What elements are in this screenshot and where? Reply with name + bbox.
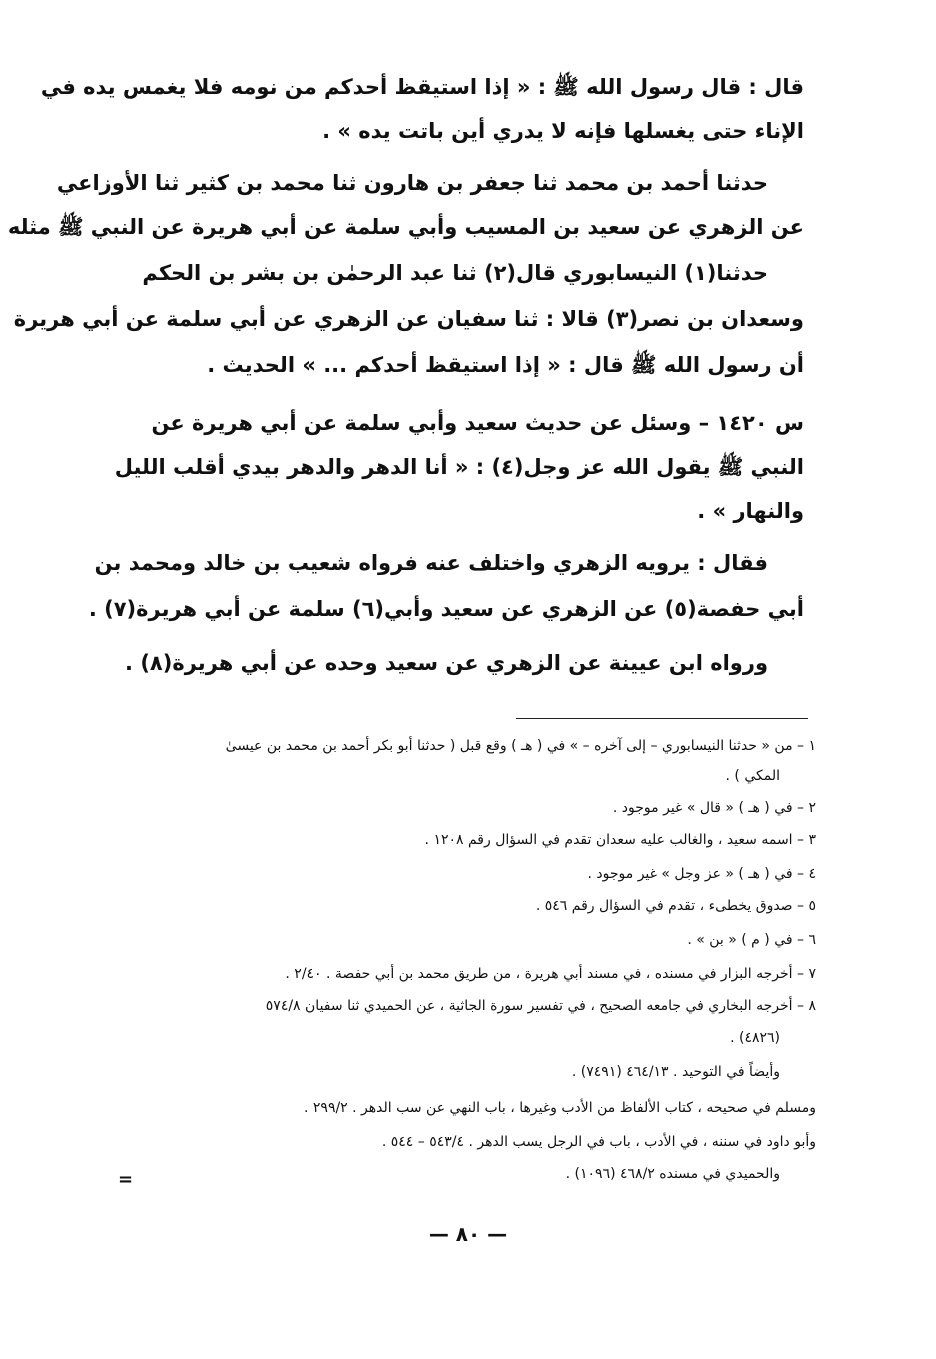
body-line: والنهار » .: [697, 499, 804, 523]
footnote-line: ٧ – أخرجه البزار في مسنده ، في مسند أبي هريرة ، من طريق محمد بن أبي حفصة . ٢/٤٠ .: [285, 966, 816, 982]
body-line: وسعدان بن نصر(٣) قالا : ثنا سفيان عن الزهري عن أبي سلمة عن أبي هريرة: [13, 307, 804, 331]
footnote-line: ٢ – في ( هـ ) « قال » غير موجود .: [612, 800, 816, 816]
body-line: فقال : يرويه الزهري واختلف عنه فرواه شعيب بن خالد ومحمد بن: [94, 551, 768, 575]
body-line: النبي ﷺ يقول الله عز وجل(٤) : « أنا الدهر والدهر بيدي أقلب الليل: [114, 455, 804, 479]
body-line: قال : قال رسول الله ﷺ : « إذا استيقظ أحدكم من نومه فلا يغمس يده في: [40, 75, 804, 99]
footnote-line: ٥ – صدوق يخطىء ، تقدم في السؤال رقم ٥٤٦ .: [535, 898, 816, 914]
footnote-line: (٤٨٢٦) .: [730, 1030, 780, 1046]
footnote-line: وأيضاً في التوحيد . ٤٦٤/١٣ (٧٤٩١) .: [571, 1064, 780, 1080]
footnote-separator: [516, 718, 808, 719]
question-heading-line: س ١٤٢٠ – وسئل عن حديث سعيد وأبي سلمة عن أبي هريرة عن: [151, 411, 804, 435]
body-line: أبي حفصة(٥) عن الزهري عن سعيد وأبي(٦) سلمة عن أبي هريرة(٧) .: [88, 597, 804, 621]
footnote-line: ٨ – أخرجه البخاري في جامعه الصحيح ، في تفسير سورة الجاثية ، عن الحميدي ثنا سفيان ٥٧٤/٨: [265, 998, 816, 1014]
footnote-line: ١ – من « حدثنا النيسابوري – إلى آخره – » في ( هـ ) وقع قبل ( حدثنا أبو بكر أحمد بن محمد بن عيسىٰ: [225, 738, 816, 754]
body-line: ورواه ابن عيينة عن الزهري عن سعيد وحده عن أبي هريرة(٨) .: [125, 651, 768, 675]
page-number: — ٨٠ —: [428, 1222, 508, 1246]
body-line: الإناء حتى يغسلها فإنه لا يدري أين باتت يده » .: [322, 119, 804, 143]
footnote-line: وأبو داود في سننه ، في الأدب ، باب في الرجل يسب الدهر . ٥٤٣/٤ – ٥٤٤ .: [381, 1134, 816, 1150]
footnote-line: المكي ) .: [725, 768, 780, 784]
body-line: حدثنا أحمد بن محمد ثنا جعفر بن هارون ثنا محمد بن كثير ثنا الأوزاعي: [56, 171, 768, 195]
body-line: أن رسول الله ﷺ قال : « إذا استيقظ أحدكم ... » الحديث .: [207, 353, 804, 377]
footnote-line: ٣ – اسمه سعيد ، والغالب عليه سعدان تقدم في السؤال رقم ١٢٠٨ .: [424, 832, 816, 848]
body-line: حدثنا(١) النيسابوري قال(٢) ثنا عبد الرحمٰن بن بشر بن الحكم: [142, 261, 768, 285]
footnote-line: ٦ – في ( م ) « بن » .: [687, 932, 816, 948]
footnote-line: ومسلم في صحيحه ، كتاب الألفاظ من الأدب وغيرها ، باب النهي عن سب الدهر . ٢٩٩/٢ .: [304, 1100, 816, 1116]
footnote-line: والحميدي في مسنده ٤٦٨/٢ (١٠٩٦) .: [565, 1166, 780, 1182]
footnote-line: ٤ – في ( هـ ) « عز وجل » غير موجود .: [587, 866, 816, 882]
continuation-mark: =: [118, 1169, 134, 1190]
body-line: عن الزهري عن سعيد بن المسيب وأبي سلمة عن أبي هريرة عن النبي ﷺ مثله: [7, 215, 804, 239]
